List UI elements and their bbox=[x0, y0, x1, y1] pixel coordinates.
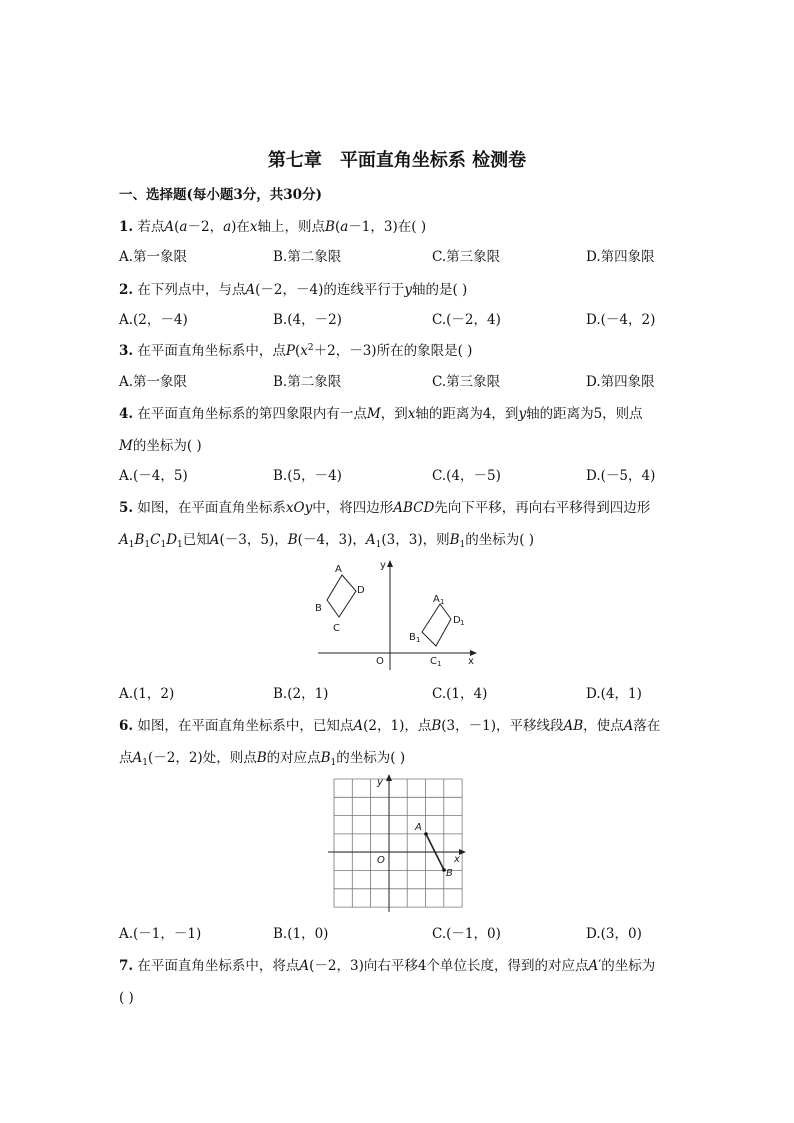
q5-option-a: A.(1，2) bbox=[119, 686, 175, 702]
question-5-line-2: $A_1B_1C_1D_1$已知A(－3，5)，B(－4，3)，$A_1(3$，3)，则$B_1$的坐标为( ) bbox=[119, 532, 535, 550]
fig5-label-c1: C bbox=[430, 656, 437, 667]
q6-option-d: D.(3，0) bbox=[586, 926, 642, 942]
fig5-label-a1: A bbox=[433, 594, 440, 605]
question-6-line-2: 点$A_1(-2$，2)处，则点B的对应点$B_1$的坐标为( ) bbox=[119, 750, 406, 768]
q3-option-a: A.第一象限 bbox=[119, 374, 188, 390]
q3-option-d: D.第四象限 bbox=[586, 374, 655, 390]
q4-option-c: C.(4，－5) bbox=[432, 468, 501, 484]
q2-option-b: B.(4，－2) bbox=[273, 312, 342, 328]
fig6-x-label: x bbox=[454, 854, 460, 865]
fig6-label-a: A bbox=[415, 822, 422, 833]
fig5-y-label: y bbox=[380, 560, 386, 571]
point-a bbox=[424, 832, 428, 836]
question-5-line-1: 5. 如图，在平面直角坐标系xOy中，将四边形ABCD先向下平移，再向右平移得到四边形 bbox=[119, 500, 651, 516]
quad-a1b1c1d1 bbox=[422, 604, 451, 646]
q4-option-a: A.(－4，5) bbox=[119, 468, 188, 484]
q1-option-a: A.第一象限 bbox=[119, 249, 188, 265]
title-chapter: 第七章 bbox=[267, 150, 322, 171]
q2-option-c: C.(－2，4) bbox=[432, 312, 501, 328]
quad-abcd bbox=[327, 575, 356, 617]
q2-option-d: D.(－4，2) bbox=[586, 312, 656, 328]
fig5-label-c: C bbox=[333, 623, 340, 634]
question-3: 3. 在平面直角坐标系中，点$P(x^2+2$，－3)所在的象限是( ) bbox=[119, 343, 473, 359]
fig5-label-b1-sub: 1 bbox=[416, 636, 421, 644]
q1-option-d: D.第四象限 bbox=[586, 249, 655, 265]
fig6-origin-label: O bbox=[377, 855, 385, 866]
question-2: 2. 在下列点中，与点A(－2，－4)的连线平行于y轴的是( ) bbox=[119, 282, 468, 298]
q3-option-b: B.第二象限 bbox=[273, 374, 342, 390]
q6-option-a: A.(－1，－1) bbox=[119, 926, 202, 942]
fig5-label-a: A bbox=[335, 564, 342, 575]
q2-option-a: A.(2，－4) bbox=[119, 312, 188, 328]
q6-figure bbox=[326, 774, 471, 914]
page-title bbox=[0, 146, 794, 172]
q3-option-c: C.第三象限 bbox=[432, 374, 501, 390]
q6-option-b: B.(1，0) bbox=[273, 926, 329, 942]
q5-option-c: C.(1，4) bbox=[432, 686, 488, 702]
fig6-label-b: B bbox=[446, 868, 453, 879]
fig5-origin-label: O bbox=[376, 656, 384, 667]
q1-option-c: C.第三象限 bbox=[432, 249, 501, 265]
question-7-line-1: 7. 在平面直角坐标系中，将点A(－2，3)向右平移4个单位长度，得到的对应点A′的坐标为 bbox=[119, 958, 656, 974]
fig5-label-b1: B bbox=[409, 632, 416, 643]
question-7-line-2: ( ) bbox=[119, 990, 134, 1006]
section-heading: 一、选择题(每小题3分，共30分) bbox=[119, 187, 322, 203]
fig5-x-label: x bbox=[468, 656, 474, 667]
fig6-y-label: y bbox=[377, 777, 383, 788]
question-4-line-2: M的坐标为( ) bbox=[119, 438, 202, 454]
fig5-label-d: D bbox=[357, 585, 365, 596]
fig5-label-c1-sub: 1 bbox=[437, 660, 442, 668]
q4-option-b: B.(5，－4) bbox=[273, 468, 342, 484]
question-1: 1. 若点A(a－2，a)在x轴上，则点B(a－1，3)在( ) bbox=[119, 219, 427, 235]
q5-option-d: D.(4，1) bbox=[586, 686, 642, 702]
q6-grid bbox=[334, 779, 462, 907]
question-6-line-1: 6. 如图，在平面直角坐标系中，已知点A(2，1)，点B(3，－1)，平移线段AB，使点A落在 bbox=[119, 718, 661, 734]
fig5-label-b: B bbox=[315, 603, 322, 614]
title-subject: 平面直角坐标系 检测卷 bbox=[339, 150, 527, 171]
q5-figure bbox=[310, 558, 485, 673]
q6-option-c: C.(－1，0) bbox=[432, 926, 501, 942]
q1-option-b: B.第二象限 bbox=[273, 249, 342, 265]
fig5-label-d1: D bbox=[453, 615, 461, 626]
fig5-label-d1-sub: 1 bbox=[460, 619, 465, 627]
fig5-label-a1-sub: 1 bbox=[440, 598, 445, 606]
y-axis-arrow bbox=[386, 774, 392, 781]
y-axis-arrow bbox=[387, 560, 393, 567]
q5-option-b: B.(2，1) bbox=[273, 686, 329, 702]
question-4-line-1: 4. 在平面直角坐标系的第四象限内有一点M，到x轴的距离为4，到y轴的距离为5，则点 bbox=[119, 406, 643, 422]
q4-option-d: D.(－5，4) bbox=[586, 468, 656, 484]
